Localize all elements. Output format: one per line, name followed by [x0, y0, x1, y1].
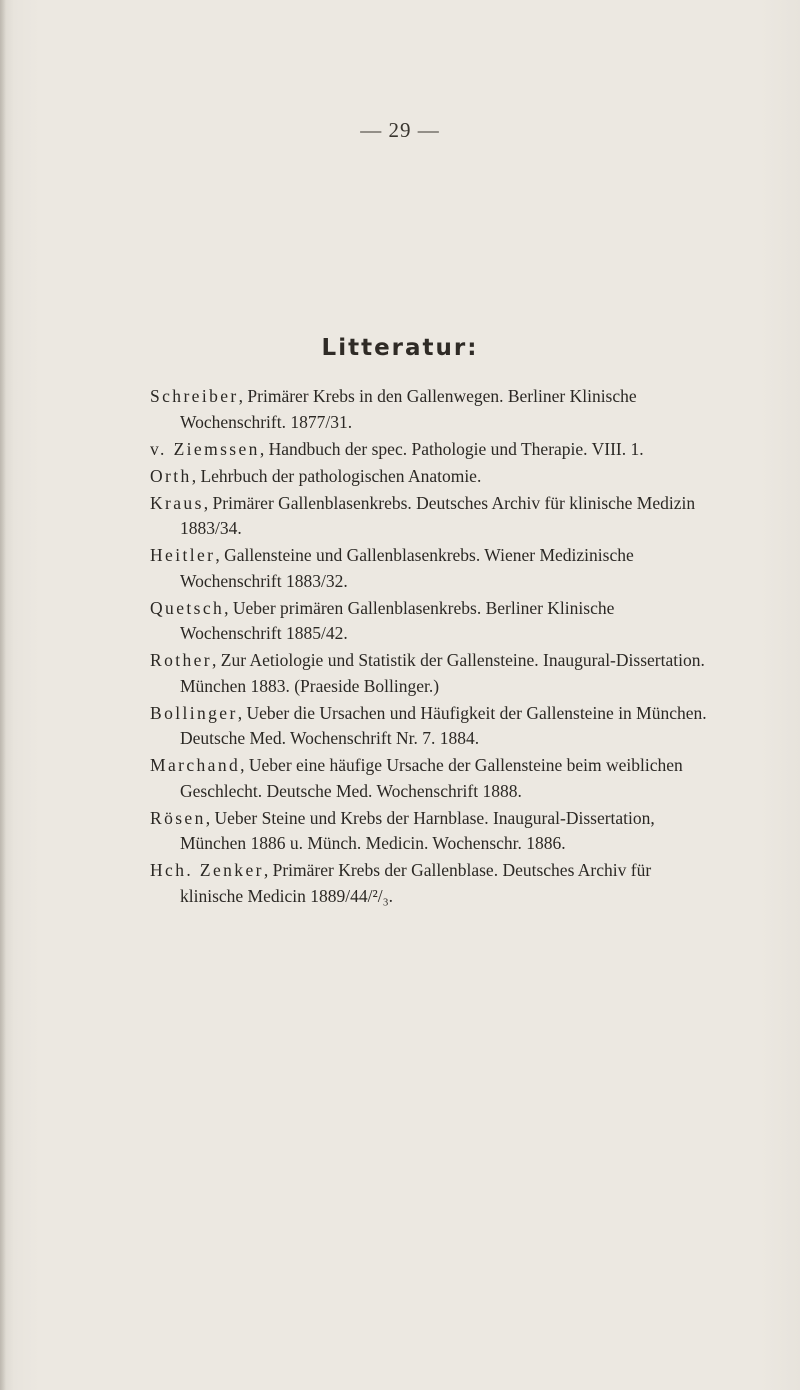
binding-shadow — [0, 0, 6, 1390]
reference-text: , Ueber primären Gallenblasenkrebs. Berliner Klinische Wochenschrift 1885/42. — [180, 597, 615, 643]
reference-item — [150, 437, 710, 463]
reference-item — [150, 491, 710, 542]
page-number: — 29 — — [360, 118, 440, 142]
reference-text: , Handbuch der spec. Pathologie und Therapie. VIII. 1. — [259, 438, 644, 459]
reference-item — [150, 753, 710, 804]
reference-text: , Primärer Gallenblasenkrebs. Deutsches Archiv für klinische Medizin 1883/34. — [180, 492, 696, 538]
reference-author: Orth — [150, 465, 192, 486]
reference-item — [150, 648, 710, 699]
reference-text: , Primärer Krebs in den Gallenwegen. Berliner Klinische Wochenschrift. 1877/31. — [180, 386, 637, 432]
reference-text: , Gallensteine und Gallenblasenkrebs. Wiener Medizinische Wochenschrift 1883/32. — [180, 545, 634, 591]
reference-item — [150, 701, 710, 752]
reference-text: , Zur Aetiologie und Statistik der Gallensteine. Inaugural-Dissertation. München 1883. (Praeside Bollinger.) — [180, 650, 705, 696]
reference-author: Schreiber — [150, 386, 239, 406]
reference-item — [150, 384, 710, 435]
reference-item — [150, 464, 710, 490]
reference-item — [150, 543, 710, 594]
reference-author: Heitler — [150, 545, 216, 565]
reference-author: Quetsch — [150, 597, 225, 618]
reference-author: Rother — [150, 650, 213, 670]
reference-author: Hch. Zenker — [150, 860, 264, 880]
reference-author: Bollinger — [150, 702, 238, 723]
reference-author: Marchand — [150, 755, 241, 775]
reference-item — [150, 596, 710, 647]
reference-item — [150, 858, 710, 909]
reference-text: , Ueber Steine und Krebs der Harnblase. Inaugural-Dissertation, München 1886 u. Münch. Medicin. Wochenschr. 1886. — [180, 807, 655, 853]
reference-list — [150, 384, 710, 911]
reference-text: , Lehrbuch der pathologischen Anatomie. — [191, 465, 482, 486]
reference-author: v. Ziemssen — [150, 438, 260, 459]
reference-author: Rösen — [150, 807, 206, 828]
reference-author: Kraus — [150, 492, 204, 513]
section-heading: Litteratur: — [321, 335, 479, 361]
reference-text: , Ueber eine häufige Ursache der Gallensteine beim weiblichen Geschlecht. Deutsche Med. Wochenschrift 1888. — [180, 755, 683, 801]
reference-text: , Primärer Krebs der Gallenblase. Deutsches Archiv für klinische Medicin 1889/44/²/₃. — [180, 860, 652, 906]
reference-item — [150, 806, 710, 857]
reference-text: , Ueber die Ursachen und Häufigkeit der Gallensteine in München. Deutsche Med. Wochenschrift Nr. 7. 1884. — [180, 702, 707, 748]
